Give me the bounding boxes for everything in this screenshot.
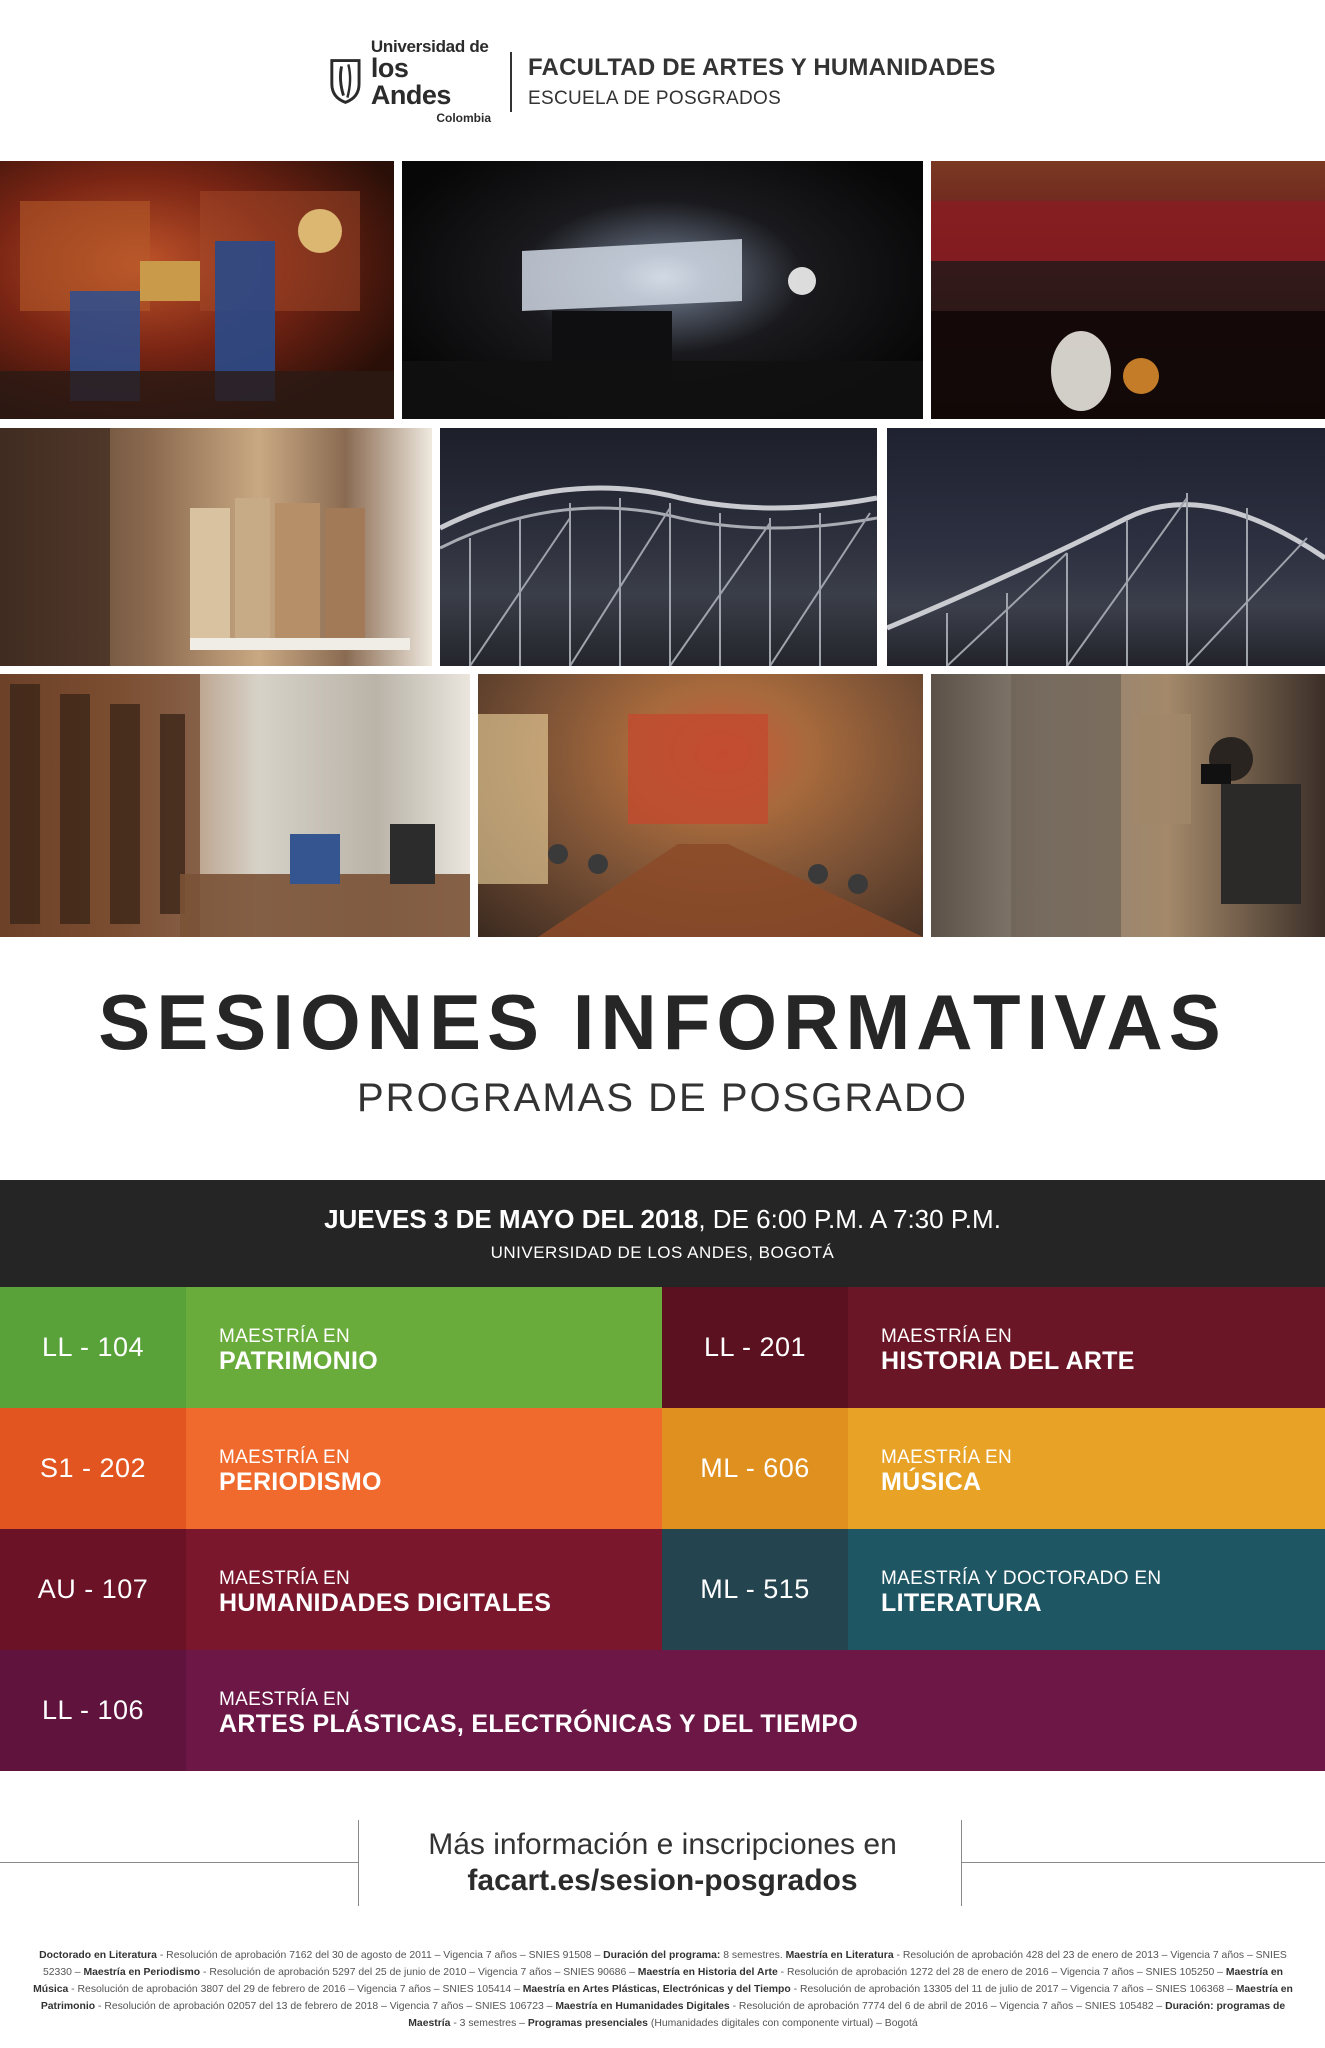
- legal-text: - Resolución de aprobación 7162 del 30 de agosto de 2011 – Vigencia 7 años – SNIES 91508 –: [156, 1950, 604, 1961]
- program-type: MAESTRÍA EN: [219, 1326, 351, 1347]
- logo-line-1: Universidad de: [370, 37, 489, 56]
- photo-projection-shapes: [402, 161, 923, 419]
- legal-notice: [24, 1947, 1302, 2032]
- page-subtitle: PROGRAMAS DE POSGRADO: [357, 1076, 968, 1120]
- program-periodismo: [0, 1408, 662, 1529]
- legal-program-name: Doctorado en Literatura: [39, 1950, 157, 1961]
- program-type: MAESTRÍA EN: [219, 1689, 351, 1710]
- photo-museum-restoration: [0, 161, 394, 419]
- school-name: ESCUELA DE POSGRADOS: [528, 88, 782, 109]
- program-name: HUMANIDADES DIGITALES: [219, 1589, 552, 1617]
- program-patrimonio: [0, 1287, 662, 1408]
- photo-coaster2-shapes: [887, 428, 1325, 666]
- legal-program-name: Maestría en Historia del Arte: [637, 1967, 778, 1978]
- room-code: LL - 106: [0, 1650, 186, 1771]
- photo-books-shapes: [0, 428, 432, 666]
- info-rule-right: [962, 1862, 1325, 1863]
- legal-text: - Resolución de aprobación 7774 del 6 de abril de 2016 – Vigencia 7 años – SNIES 105482 –: [729, 2001, 1166, 2012]
- room-code: AU - 107: [0, 1529, 186, 1650]
- program-humanidades-digitales: [0, 1529, 662, 1650]
- event-time: , DE 6:00 P.M. A 7:30 P.M.: [698, 1204, 1001, 1234]
- program-literatura: [662, 1529, 1325, 1650]
- legal-text: - Resolución de aprobación 3807 del 29 de febrero de 2016 – Vigencia 7 años – SNIES 105414 –: [68, 1984, 523, 1995]
- university-logo: [326, 37, 491, 125]
- room-code: ML - 515: [662, 1529, 848, 1650]
- page-title: SESIONES INFORMATIVAS: [98, 978, 1227, 1066]
- program-name: PERIODISMO: [219, 1468, 382, 1496]
- photo-projection-installation: [402, 161, 923, 419]
- photo-coaster1-shapes: [440, 428, 877, 666]
- program-name: ARTES PLÁSTICAS, ELECTRÓNICAS Y DEL TIEMPO: [219, 1710, 859, 1738]
- date-band: [0, 1180, 1325, 1287]
- event-date-line: [0, 1206, 1325, 1232]
- legal-text: - Resolución de aprobación 428 del 23 de enero de 2013 – Vigencia 7 años – SNIES 52330 –: [42, 1950, 1287, 1978]
- more-info-url[interactable]: facart.es/sesion-posgrados: [467, 1864, 858, 1897]
- photo-hall-meeting: [478, 674, 923, 937]
- legal-text: - Resolución de aprobación 5297 del 25 de junio de 2010 – Vigencia 7 años – SNIES 90686 –: [200, 1967, 638, 1978]
- logo-line-2: los Andes: [370, 53, 451, 110]
- room-code: S1 - 202: [0, 1408, 186, 1529]
- room-code: ML - 606: [662, 1408, 848, 1529]
- legal-text: - 3 semestres –: [450, 2018, 528, 2029]
- legal-program-name: Maestría en Periodismo: [83, 1967, 201, 1978]
- legal-program-name: Maestría en Literatura: [785, 1950, 894, 1961]
- program-name: MÚSICA: [881, 1468, 982, 1496]
- legal-text: - Resolución de aprobación 13305 del 11 de julio de 2017 – Vigencia 7 años – SNIES 106368 –: [790, 1984, 1236, 1995]
- faculty-name: FACULTAD DE ARTES Y HUMANIDADES: [528, 54, 996, 81]
- program-artes-plasticas: [0, 1650, 1325, 1771]
- photo-library-reading-room: [0, 674, 470, 937]
- legal-program-name: Maestría en Humanidades Digitales: [555, 2001, 730, 2012]
- program-type: MAESTRÍA Y DOCTORADO EN: [881, 1568, 1162, 1589]
- legal-program-name: Maestría en Música: [33, 1967, 1284, 1995]
- info-rule-left: [0, 1862, 358, 1863]
- program-type: MAESTRÍA EN: [881, 1326, 1013, 1347]
- program-name: LITERATURA: [881, 1589, 1042, 1617]
- logo-line-3: Colombia: [436, 111, 491, 125]
- legal-text: 8 semestres.: [720, 1950, 786, 1961]
- room-code: LL - 201: [662, 1287, 848, 1408]
- page-header: [0, 0, 1325, 160]
- photo-photographer: [931, 674, 1325, 937]
- program-historia-del-arte: [662, 1287, 1325, 1408]
- photo-old-books: [0, 428, 432, 666]
- photo-rollercoaster-2: [887, 428, 1325, 666]
- program-type: MAESTRÍA EN: [881, 1447, 1013, 1468]
- photo-photographer-shapes: [931, 674, 1325, 937]
- header-divider: [510, 52, 512, 112]
- program-musica: [662, 1408, 1325, 1529]
- legal-program-name: Duración del programa:: [603, 1950, 721, 1961]
- legal-program-name: Maestría en Artes Plásticas, Electrónicas y del Tiempo: [522, 1984, 791, 1995]
- photo-choir-concert: [931, 161, 1325, 419]
- program-type: MAESTRÍA EN: [219, 1447, 351, 1468]
- legal-program-name: Programas presenciales: [527, 2018, 648, 2029]
- event-venue: UNIVERSIDAD DE LOS ANDES, BOGOTÁ: [490, 1243, 835, 1262]
- photo-museum-shapes: [0, 161, 394, 419]
- program-name: HISTORIA DEL ARTE: [881, 1347, 1135, 1375]
- legal-program-name: Maestría en Patrimonio: [40, 1984, 1293, 2012]
- university-shield-icon: [326, 56, 365, 106]
- photo-rollercoaster-1: [440, 428, 877, 666]
- photo-hall-shapes: [478, 674, 923, 937]
- program-type: MAESTRÍA EN: [219, 1568, 351, 1589]
- photo-choir-shapes: [931, 161, 1325, 419]
- legal-program-name: Duración: programas de Maestría: [408, 2001, 1286, 2029]
- program-name: PATRIMONIO: [219, 1347, 379, 1375]
- room-code: LL - 104: [0, 1287, 186, 1408]
- more-info-text: Más información e inscripciones en: [428, 1828, 897, 1861]
- event-date: JUEVES 3 DE MAYO DEL 2018: [324, 1204, 699, 1234]
- legal-text: - Resolución de aprobación 02057 del 13 de febrero de 2018 – Vigencia 7 años – SNIES 106723 –: [95, 2001, 556, 2012]
- legal-text: - Resolución de aprobación 1272 del 28 de enero de 2016 – Vigencia 7 años – SNIES 105250 –: [777, 1967, 1226, 1978]
- photo-library-shapes: [0, 674, 470, 937]
- legal-text: (Humanidades digitales con componente virtual) – Bogotá: [647, 2018, 918, 2029]
